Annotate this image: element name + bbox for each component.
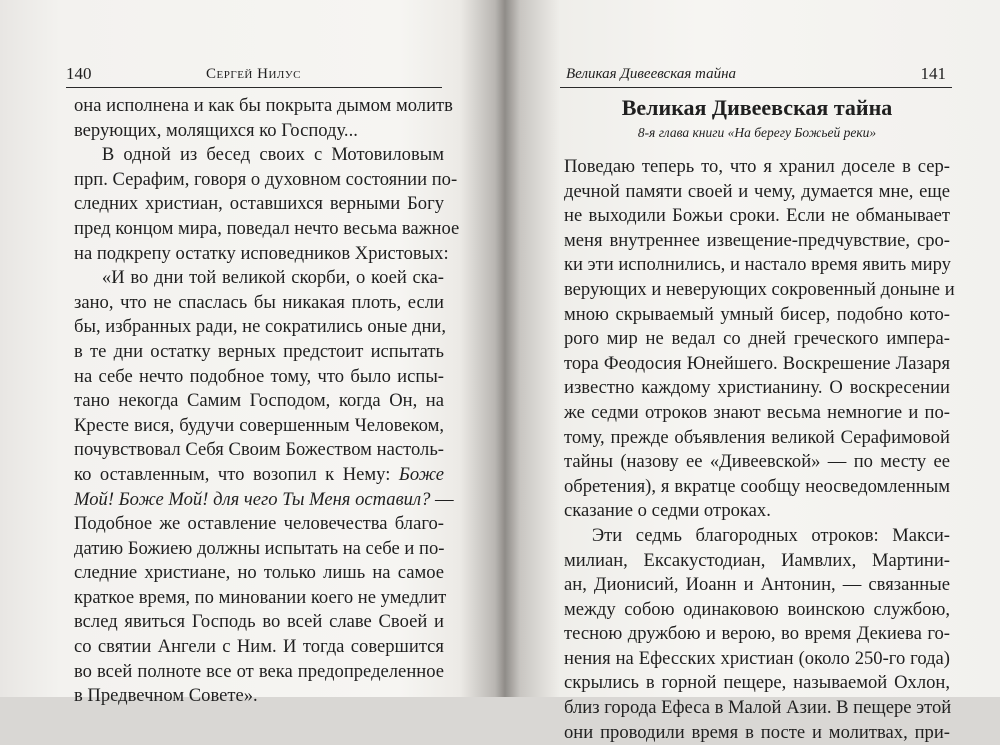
italic-quote: Мой! Боже Мой! для чего Ты Меня оставил? [74,488,431,510]
text-line [564,401,950,426]
line-text: рого мир не ведал со дней греческого импера- [564,328,950,350]
text-line [564,303,950,328]
line-text: они проводили время в посте и молитвах, при- [564,721,950,743]
running-head-title: Великая Дивеевская тайна [566,66,737,82]
line-text: «И во дни той великой скорби, о коей ска- [74,267,444,289]
text-line [564,204,950,229]
text-line [74,365,444,390]
line-text: зано, что не спаслась бы никакая плоть, если [74,291,444,313]
line-text: в те дни остатку верных предстоит испытать [74,340,444,362]
line-text: тесною дружбою и верою, во время Декиева го- [564,623,950,645]
line-text: в Предвечном Совете». [74,685,258,707]
text-line [74,635,444,660]
line-text: обретения), я вкратце сообщу неосведомленным [564,475,950,497]
line-text: следние христиане, но только лишь на самое [74,562,444,584]
text-line [564,499,950,524]
text-line [74,684,444,709]
line-text: верующих, молящихся ко Господу... [74,119,358,141]
line-text: Поведаю теперь то, что я хранил доселе в сер- [564,156,950,177]
text-line [74,242,449,267]
left-page-text [74,94,460,709]
running-head-author: Сергей Нилус [206,66,301,82]
line-text: тора Феодосия Юнейшего. Воскрешение Лазаря [564,352,950,374]
line-text: известно каждому христианину. О воскресении [564,377,950,399]
text-line [74,512,444,537]
text-line [564,598,950,623]
text-line [564,671,950,696]
text-line [564,155,950,180]
line-text: сказание о седми отроках. [564,500,771,522]
line-text: близ города Ефеса в Малой Азии. В пещере этой [564,697,952,719]
line-text: почувствовал Себя Своим Божеством настоль- [74,439,444,461]
text-line [74,414,444,439]
text-line [564,327,950,352]
italic-quote: Боже [398,463,444,485]
line-text: — [430,488,454,510]
line-text: между собою одинаковою воинскою службою, [564,598,950,620]
text-line [564,573,950,598]
text-line [564,253,950,278]
text-line [564,352,950,377]
text-line [74,291,444,316]
text-line [564,647,950,672]
line-text: датию Божиею должны испытать на себе и по- [74,537,445,559]
line-text: мною скрываемый умный бисер, подобно кото- [564,303,950,325]
line-text: меня внутреннее извещение-предчувствие, сро- [564,229,950,251]
line-text: ки эти исполнились, и настало время явить миру [564,254,951,276]
text-line [74,143,444,168]
text-line [74,586,447,611]
text-line [74,217,460,242]
text-line [564,450,950,475]
line-text: Кресте вися, будучи совершенным Человеком, [74,414,444,436]
text-line [564,229,950,254]
left-running-head [66,64,442,88]
line-text: пред концом мира, поведал нечто весьма важное [74,217,460,239]
line-text: скрылись в горной пещере, называемой Охлон, [564,672,950,694]
line-text: нения на Ефесских христиан (около 250-го года) [564,647,950,669]
text-line [564,278,955,303]
line-text: вслед явиться Господь во всей славе Своей и [74,611,444,633]
line-text: тому, прежде объявления великой Серафимовой [564,426,950,448]
text-line [564,376,950,401]
line-text: со святии Ангели с Ним. И тогда совершится [74,636,444,658]
chapter-subtitle: 8-я глава книги «На берегу Божьей реки» [637,125,877,140]
right-page [500,0,1000,743]
text-line [74,389,444,414]
chapter-title: Великая Дивеевская тайна [621,95,893,120]
line-text: не выходили Божьи сроки. Если не обманывает [564,205,950,227]
line-text: она исполнена и как бы покрыта дымом молитв [74,95,453,116]
text-line [564,426,950,451]
text-line [74,340,444,365]
line-text: верующих и неверующих сокровенный доныне и [564,278,955,300]
left-page [0,0,500,707]
text-line [74,561,444,586]
text-line [74,168,458,193]
text-line [74,119,444,144]
line-text: ко оставленным, что возопил к Нему: [74,463,391,485]
text-line [74,315,444,340]
text-line [74,610,444,635]
text-line [74,463,444,488]
line-text: на себе нечто подобное тому, что было испы- [74,365,444,387]
text-line [564,622,950,647]
text-line [74,660,444,685]
line-text: ан, Дионисий, Иоанн и Антонин, — связанные [564,574,950,596]
text-line [564,524,950,549]
line-text: милиан, Ексакустодиан, Иамвлих, Мартини- [564,549,950,571]
page-number: 140 [66,64,92,83]
text-line [74,438,444,463]
line-text: В одной из бесед своих с Мотовиловым [74,144,444,166]
line-text: во всей полноте все от века предопределенное [74,660,444,682]
page-number: 141 [920,64,946,83]
text-line [564,721,950,745]
text-line [564,180,950,205]
right-running-head [560,64,952,88]
line-text: на подкрепу остатку исповедников Христовых: [74,242,449,264]
text-line [564,696,950,721]
text-line [564,475,950,500]
text-line [74,488,454,513]
text-line [74,94,453,119]
line-text: Подобное же оставление человечества благо- [74,513,444,535]
line-text: бы, избранных ради, не сократились оные дни, [74,316,446,338]
line-text: дечной памяти своей и чему, думается мне, еще [564,180,950,202]
text-line [74,537,444,562]
line-text: же седми отроков знают весьма немногие и по- [564,401,950,423]
line-text: следних христиан, оставшихся верными Богу [74,193,444,215]
line-text: Эти седмь благородных отроков: Макси- [564,524,950,546]
line-text: тайны (назову ее «Дивеевской» — по месту ее [564,451,950,473]
line-text: прп. Серафим, говоря о духовном состоянии по- [74,168,458,190]
line-text: тано некогда Самим Господом, когда Он, на [74,390,444,412]
text-line [564,549,950,574]
line-text: краткое время, по миновании коего не умедлит [74,586,447,608]
text-line [74,266,444,291]
right-page-text [564,155,955,745]
text-line [74,192,444,217]
